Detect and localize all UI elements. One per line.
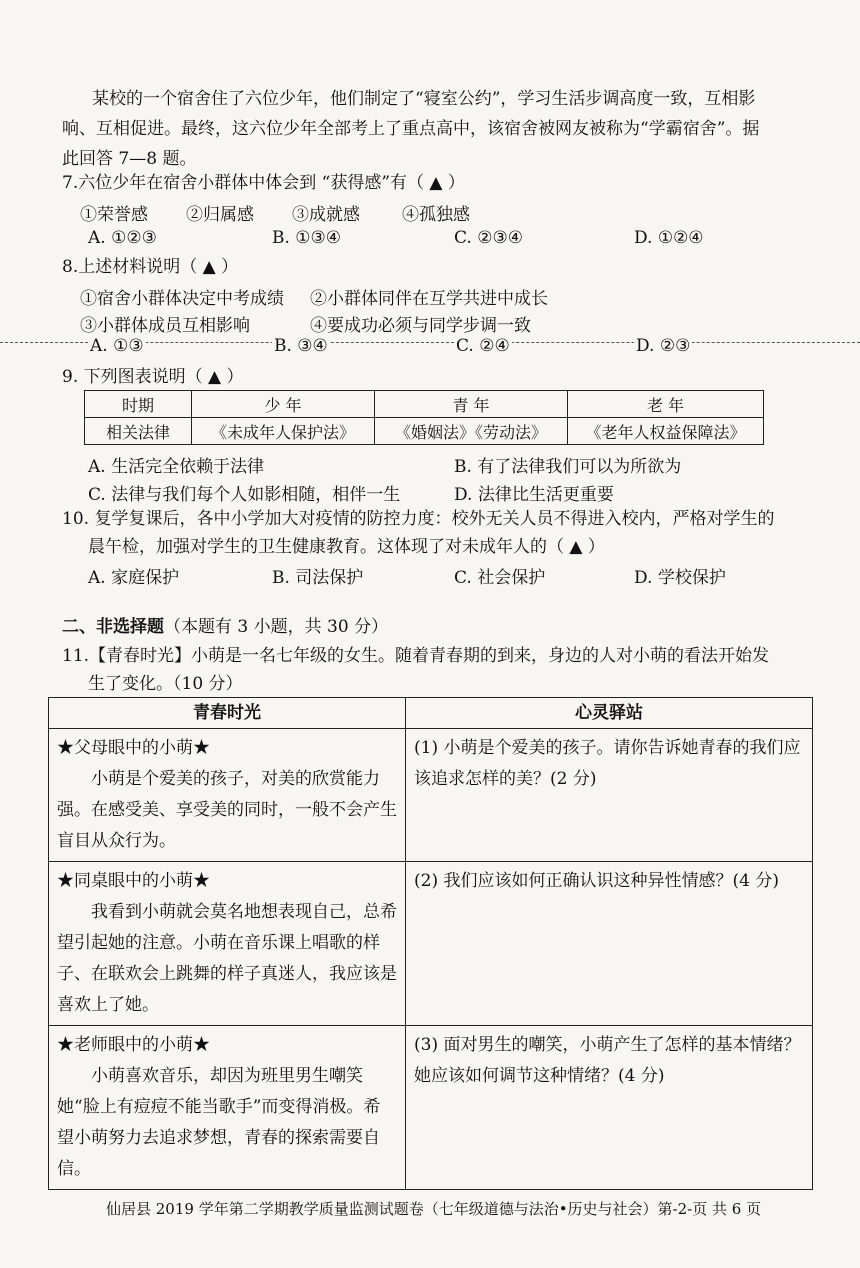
q8-option-b: B. ③④ bbox=[274, 336, 328, 356]
q10-option-a: A. 家庭保护 bbox=[88, 568, 180, 588]
q11-row-2-title: ★同桌眼中的小萌★ bbox=[57, 871, 210, 891]
q10-line-2: 晨午检，加强对学生的卫生健康教育。这体现了对未成年人的（ ▲ ） bbox=[88, 537, 605, 557]
q7-option-c: C. ②③④ bbox=[454, 228, 523, 248]
q9-option-d: D. 法律比生活更重要 bbox=[454, 485, 614, 505]
q8-item: ②小群体同伴在互学共进中成长 bbox=[310, 289, 548, 309]
q7-item: ④孤独感 bbox=[402, 205, 470, 225]
q8-option-d: D. ②③ bbox=[636, 336, 691, 356]
q7-item: ②归属感 bbox=[186, 205, 254, 225]
q11-row-2-question: (2) 我们应该如何正确认识这种异性情感？(4 分) bbox=[406, 862, 813, 1026]
page-footer: 仙居县 2019 学年第二学期教学质量监测试题卷（七年级道德与法治•历史与社会）第-2-页 共 6 页 bbox=[106, 1200, 762, 1218]
q11-row-1-text: 小萌是个爱美的孩子，对美的欣赏能力强。在感受美、享受美的同时，一般不会产生盲目从众行为。 bbox=[57, 769, 397, 851]
q7-option-d: D. ①②④ bbox=[634, 228, 704, 248]
q8-stem: 8.上述材料说明（ ▲ ） bbox=[62, 257, 239, 277]
q11-row-1-question: (1) 小萌是个爱美的孩子。请你告诉她青春的我们应该追求怎样的美？(2 分) bbox=[406, 729, 813, 862]
q10-option-b: B. 司法保护 bbox=[272, 568, 364, 588]
q7-item: ③成就感 bbox=[292, 205, 360, 225]
q7-option-b: B. ①③④ bbox=[272, 228, 342, 248]
law-table-cell: 少 年 bbox=[192, 391, 375, 418]
q9-option-b: B. 有了法律我们可以为所欲为 bbox=[454, 457, 682, 477]
q11-header-left: 青春时光 bbox=[49, 698, 406, 729]
q11-row-1-title: ★父母眼中的小萌★ bbox=[57, 738, 210, 758]
law-table-cell: 相关法律 bbox=[85, 418, 192, 445]
q11-row-2-left bbox=[49, 862, 406, 1026]
q11-header-right: 心灵驿站 bbox=[406, 698, 813, 729]
q10-option-c: C. 社会保护 bbox=[454, 568, 546, 588]
law-table-cell: 老 年 bbox=[568, 391, 764, 418]
q11-row-3-left bbox=[49, 1026, 406, 1190]
q9-option-a: A. 生活完全依赖于法律 bbox=[88, 457, 265, 477]
q8-option-a: A. ①③ bbox=[90, 336, 144, 356]
q11-row-1-left bbox=[49, 729, 406, 862]
law-table bbox=[84, 390, 764, 445]
q11-table bbox=[48, 697, 813, 1190]
q11-line-2: 生了变化。（10 分） bbox=[88, 674, 243, 694]
q11-row-3-text: 小萌喜欢音乐，却因为班里男生嘲笑她“脸上有痘痘不能当歌手”而变得消极。希望小萌努力去追求梦想，青春的探索需要自信。 bbox=[57, 1066, 381, 1179]
q11-row-2-text: 我看到小萌就会莫名地想表现自己，总希望引起她的注意。小萌在音乐课上唱歌的样子、在联欢会上跳舞的样子真迷人，我应该是喜欢上了她。 bbox=[57, 902, 397, 1015]
q7-item: ①荣誉感 bbox=[80, 205, 148, 225]
law-table-cell: 《婚姻法》《劳动法》 bbox=[375, 418, 568, 445]
q10-line-1: 10. 复学复课后，各中小学加大对疫情的防控力度：校外无关人员不得进入校内，严格对学生的 bbox=[62, 509, 775, 529]
q10-option-d: D. 学校保护 bbox=[634, 568, 726, 588]
q8-item: ①宿舍小群体决定中考成绩 bbox=[80, 289, 284, 309]
law-table-cell: 时期 bbox=[85, 391, 192, 418]
intro-line-1: 某校的一个宿舍住了六位少年，他们制定了“寝室公约”，学习生活步调高度一致，互相影 bbox=[92, 89, 756, 109]
intro-line-3: 此回答 7—8 题。 bbox=[62, 149, 197, 169]
q11-row-3-question: (3) 面对男生的嘲笑，小萌产生了怎样的基本情绪？她应该如何调节这种情绪？(4 分) bbox=[406, 1026, 813, 1190]
law-table-cell: 《老年人权益保障法》 bbox=[568, 418, 764, 445]
q8-item: ③小群体成员互相影响 bbox=[80, 316, 250, 336]
q11-row-3-title: ★老师眼中的小萌★ bbox=[57, 1035, 210, 1055]
q7-option-a: A. ①②③ bbox=[88, 228, 157, 248]
section-2-heading bbox=[62, 612, 388, 642]
q7-stem: 7.六位少年在宿舍小群体中体会到 “获得感”有（ ▲ ） bbox=[62, 173, 465, 193]
law-table-cell: 青 年 bbox=[375, 391, 568, 418]
q11-line-1: 11.【青春时光】小萌是一名七年级的女生。随着青春期的到来，身边的人对小萌的看法开始发 bbox=[62, 646, 770, 666]
q9-option-c: C. 法律与我们每个人如影相随，相伴一生 bbox=[88, 485, 401, 505]
intro-line-2: 响、互相促进。最终，这六位少年全部考上了重点高中，该宿舍被网友被称为“学霸宿舍”。据 bbox=[62, 119, 760, 139]
law-table-cell: 《未成年人保护法》 bbox=[192, 418, 375, 445]
section-2-note: （本题有 3 小题，共 30 分） bbox=[164, 617, 389, 637]
q9-stem: 9. 下列图表说明（ ▲ ） bbox=[62, 367, 244, 387]
q8-item: ④要成功必须与同学步调一致 bbox=[310, 316, 531, 336]
section-2-title: 二、非选择题 bbox=[62, 617, 164, 637]
q8-option-c: C. ②④ bbox=[456, 336, 510, 356]
